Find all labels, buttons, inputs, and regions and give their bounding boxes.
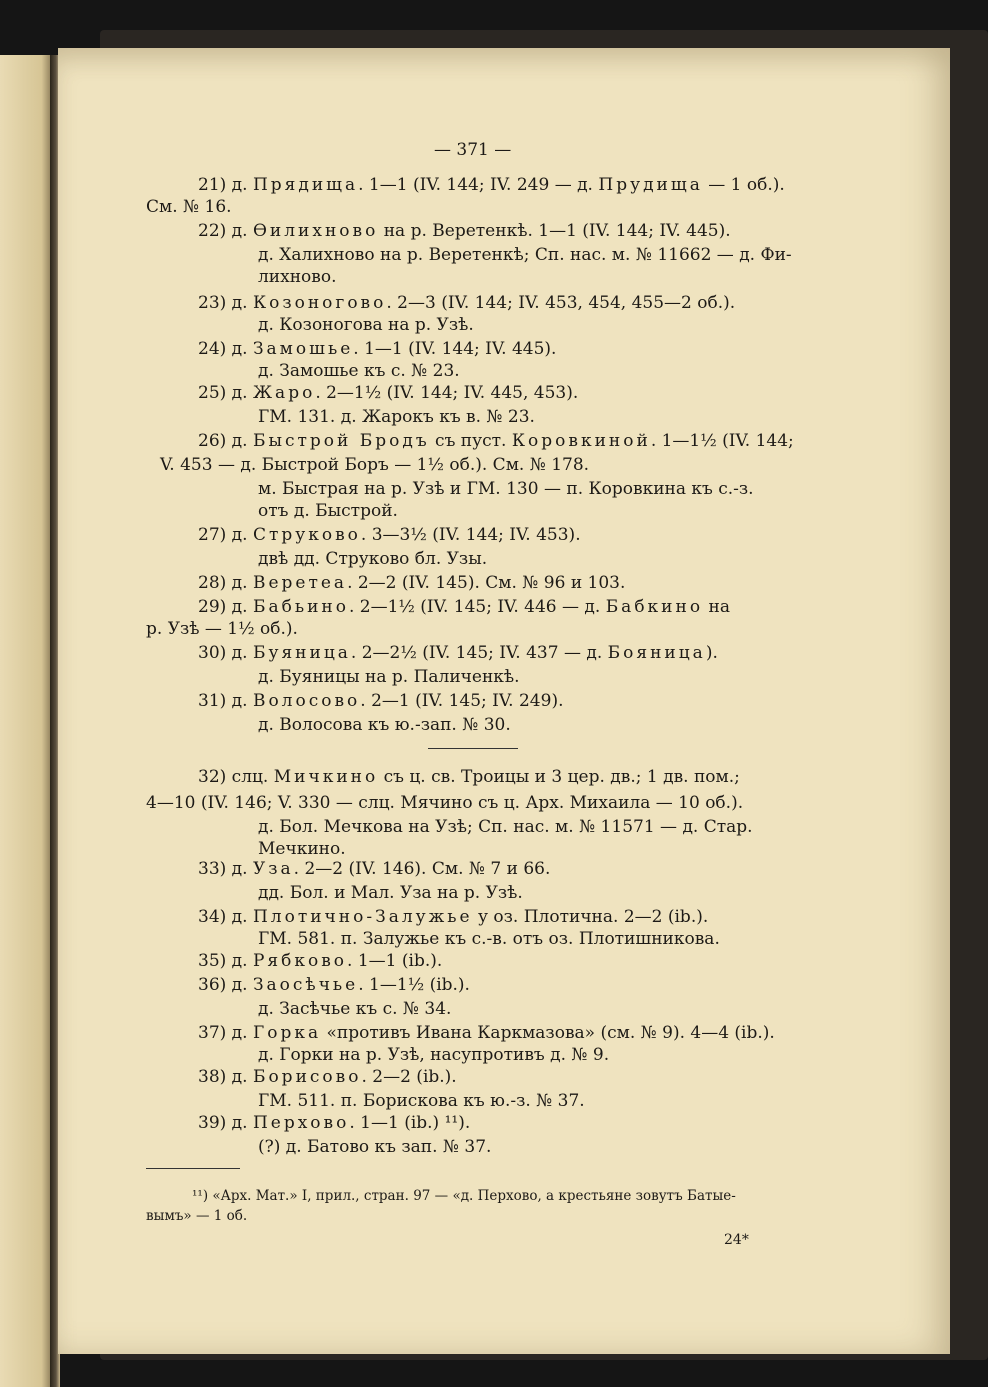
entry-text: . 2—2 (IV. 145). См. № 96 и 103.	[347, 573, 626, 593]
entry-30	[198, 642, 718, 664]
entry-name: Өилихново	[252, 221, 379, 241]
entry-26	[198, 430, 794, 452]
entry-27-note: двѣ дд. Струково бл. Узы.	[258, 549, 488, 569]
entry-text: съ пуст.	[429, 431, 512, 451]
entry-31	[198, 690, 563, 712]
entry-text-2: — 1 об.).	[702, 175, 785, 195]
entry-text: . 2—1½ (IV. 144; IV. 445, 453).	[315, 383, 579, 403]
entry-name: Козоногово	[252, 293, 387, 313]
entry-38-note: ГМ. 511. п. Борискова къ ю.-з. № 37.	[258, 1091, 585, 1111]
entry-name: Плотично-Залужье	[252, 907, 473, 927]
entry-number: 38)	[198, 1067, 227, 1087]
entry-prefix: д.	[231, 383, 253, 403]
entry-number: 26)	[198, 431, 227, 451]
entry-29	[198, 596, 730, 618]
entry-number: 33)	[198, 859, 227, 879]
entry-prefix: д.	[231, 339, 253, 359]
entry-22-note-2: лихново.	[258, 267, 337, 287]
entry-text: на р. Веретенкѣ. 1—1 (IV. 144; IV. 445).	[378, 221, 731, 241]
entry-prefix: д.	[231, 597, 253, 617]
entry-35	[198, 950, 442, 972]
entry-text: . 2—2½ (IV. 145; IV. 437 — д.	[350, 643, 608, 663]
entry-34	[198, 906, 708, 928]
entry-alt-name: Бабкино	[605, 597, 704, 617]
entry-37	[198, 1022, 775, 1044]
entry-prefix: д.	[231, 1113, 253, 1133]
entry-text: . 1—1½ (ib.).	[358, 975, 470, 995]
entry-name: Мичкино	[273, 767, 379, 787]
entry-text: . 2—1 (IV. 145; IV. 249).	[360, 691, 564, 711]
entry-name: Бабьино	[252, 597, 349, 617]
entry-name: Заосѣчье	[252, 975, 359, 995]
entry-alt-name: Прудища	[598, 175, 703, 195]
page-number: — 371 —	[434, 140, 512, 160]
entry-prefix: д.	[231, 573, 253, 593]
entry-number: 25)	[198, 383, 227, 403]
entry-text: у оз. Плотична. 2—2 (ib.).	[472, 907, 709, 927]
entry-text: . 1—1 (IV. 144; IV. 445).	[353, 339, 557, 359]
entry-text-2: ).	[705, 643, 718, 663]
entry-number: 32)	[198, 767, 227, 787]
entry-24-note: д. Замошье къ с. № 23.	[258, 361, 460, 381]
entry-28	[198, 572, 625, 594]
entry-33	[198, 858, 550, 880]
entry-32	[198, 766, 740, 788]
entry-text-2: . 1—1½ (IV. 144;	[650, 431, 794, 451]
entry-number: 39)	[198, 1113, 227, 1133]
footnote-line-2: вымъ» — 1 об.	[146, 1208, 248, 1224]
entry-number: 37)	[198, 1023, 227, 1043]
entry-name: Быстрой Бродъ	[252, 431, 430, 451]
entry-prefix: д.	[231, 951, 253, 971]
entry-number: 34)	[198, 907, 227, 927]
entry-33-note: дд. Бол. и Мал. Уза на р. Узѣ.	[258, 883, 523, 903]
entry-number: 28)	[198, 573, 227, 593]
entry-36	[198, 974, 470, 996]
entry-25	[198, 382, 578, 404]
entry-text: . 2—2 (IV. 146). См. № 7 и 66.	[293, 859, 551, 879]
entry-text: . 2—1½ (IV. 145; IV. 446 — д.	[348, 597, 606, 617]
entry-30-note: д. Буяницы на р. Паличенкѣ.	[258, 667, 520, 687]
entry-31-note: д. Волосова къ ю.-зап. № 30.	[258, 715, 511, 735]
entry-prefix: д.	[231, 691, 253, 711]
entry-name: Замошье	[252, 339, 354, 359]
entry-name: Буяница	[252, 643, 351, 663]
entry-22	[198, 220, 731, 242]
entry-prefix: д.	[231, 975, 253, 995]
entry-number: 35)	[198, 951, 227, 971]
entry-22-note-1: д. Халихново на р. Веретенкѣ; Сп. нас. м. № 11662 — д. Фи-	[258, 245, 792, 265]
entry-prefix: д.	[231, 175, 253, 195]
entry-text: . 2—2 (ib.).	[361, 1067, 457, 1087]
entry-name: Волосово	[252, 691, 361, 711]
entry-36-note: д. Засѣчье къ с. № 34.	[258, 999, 452, 1019]
entry-text: . 1—1 (IV. 144; IV. 249 — д.	[358, 175, 599, 195]
signature-mark: 24*	[724, 1232, 749, 1248]
entry-text: . 3—3½ (IV. 144; IV. 453).	[360, 525, 581, 545]
entry-number: 31)	[198, 691, 227, 711]
entry-number: 30)	[198, 643, 227, 663]
entry-text: . 2—3 (IV. 144; IV. 453, 454, 455—2 об.).	[386, 293, 736, 313]
entry-name: Рябково	[252, 951, 348, 971]
entry-37-note: д. Горки на р. Узѣ, насупротивъ д. № 9.	[258, 1045, 610, 1065]
entry-32-note-1: д. Бол. Мечкова на Узѣ; Сп. нас. м. № 11571 — д. Стар.	[258, 817, 753, 837]
entry-text-2: на	[703, 597, 730, 617]
entry-26-note-1: м. Быстрая на р. Узѣ и ГМ. 130 — п. Коровкина къ с.-з.	[258, 479, 754, 499]
entry-34-note: ГМ. 581. п. Залужье къ с.-в. отъ оз. Плотишниковa.	[258, 929, 720, 949]
entry-alt-name: Бояница	[607, 643, 706, 663]
footnote	[146, 1186, 806, 1226]
entry-number: 29)	[198, 597, 227, 617]
entry-name: Струково	[252, 525, 361, 545]
entry-prefix: д.	[231, 1067, 253, 1087]
entry-prefix: д.	[231, 1023, 253, 1043]
entry-text: «противъ Ивана Каркмазова» (см. № 9). 4—4 (ib.).	[321, 1023, 775, 1043]
entry-29-cont: р. Узѣ — 1½ об.).	[146, 619, 298, 639]
entry-prefix: слц.	[231, 767, 274, 787]
entry-39-note: (?) д. Батово къ зап. № 37.	[258, 1137, 492, 1157]
left-page-edge	[0, 55, 52, 1387]
entry-32-note-2: Мечкино.	[258, 839, 346, 859]
entry-name: Веретеа	[252, 573, 348, 593]
entry-32-cont: 4—10 (IV. 146; V. 330 — слц. Мячино съ ц. Арх. Михаила — 10 об.).	[146, 793, 744, 813]
entry-number: 21)	[198, 175, 227, 195]
footnote-rule	[146, 1168, 240, 1169]
entry-prefix: д.	[231, 221, 253, 241]
entry-26-cont: V. 453 — д. Быстрой Боръ — 1½ об.). См. № 178.	[160, 455, 590, 475]
entry-name: Прядища	[252, 175, 359, 195]
entry-23-note: д. Козоногова на р. Узѣ.	[258, 315, 474, 335]
entry-number: 27)	[198, 525, 227, 545]
entry-21-cont: См. № 16.	[146, 197, 232, 217]
entry-24	[198, 338, 556, 360]
entry-prefix: д.	[231, 293, 253, 313]
entry-text: . 1—1 (ib.).	[347, 951, 443, 971]
entry-name: Борисово	[252, 1067, 362, 1087]
entry-prefix: д.	[231, 431, 253, 451]
entry-name: Уза	[252, 859, 294, 879]
entry-number: 23)	[198, 293, 227, 313]
entry-number: 24)	[198, 339, 227, 359]
entry-prefix: д.	[231, 525, 253, 545]
entry-prefix: д.	[231, 643, 253, 663]
entry-38	[198, 1066, 457, 1088]
entry-alt-name: Коровкиной	[511, 431, 651, 451]
entry-prefix: д.	[231, 859, 253, 879]
entry-25-note: ГМ. 131. д. Жарокъ къ в. № 23.	[258, 407, 535, 427]
entry-number: 22)	[198, 221, 227, 241]
entry-27	[198, 524, 581, 546]
entry-name: Жаро	[252, 383, 316, 403]
entry-text: съ ц. св. Троицы и 3 цер. дв.; 1 дв. пом.;	[378, 767, 740, 787]
entry-39	[198, 1112, 470, 1134]
entry-26-note-2: отъ д. Быстрой.	[258, 501, 398, 521]
entry-text: . 1—1 (ib.) ¹¹).	[349, 1113, 471, 1133]
entry-name: Перхово	[252, 1113, 350, 1133]
entry-21	[198, 174, 785, 196]
entry-number: 36)	[198, 975, 227, 995]
footnote-line-1: ¹¹) «Арх. Мат.» I, прил., стран. 97 — «д. Перхово, а крестьяне зовутъ Батые-	[192, 1188, 736, 1204]
entry-name: Горка	[252, 1023, 322, 1043]
entry-prefix: д.	[231, 907, 253, 927]
section-divider	[428, 748, 518, 749]
entry-23	[198, 292, 735, 314]
